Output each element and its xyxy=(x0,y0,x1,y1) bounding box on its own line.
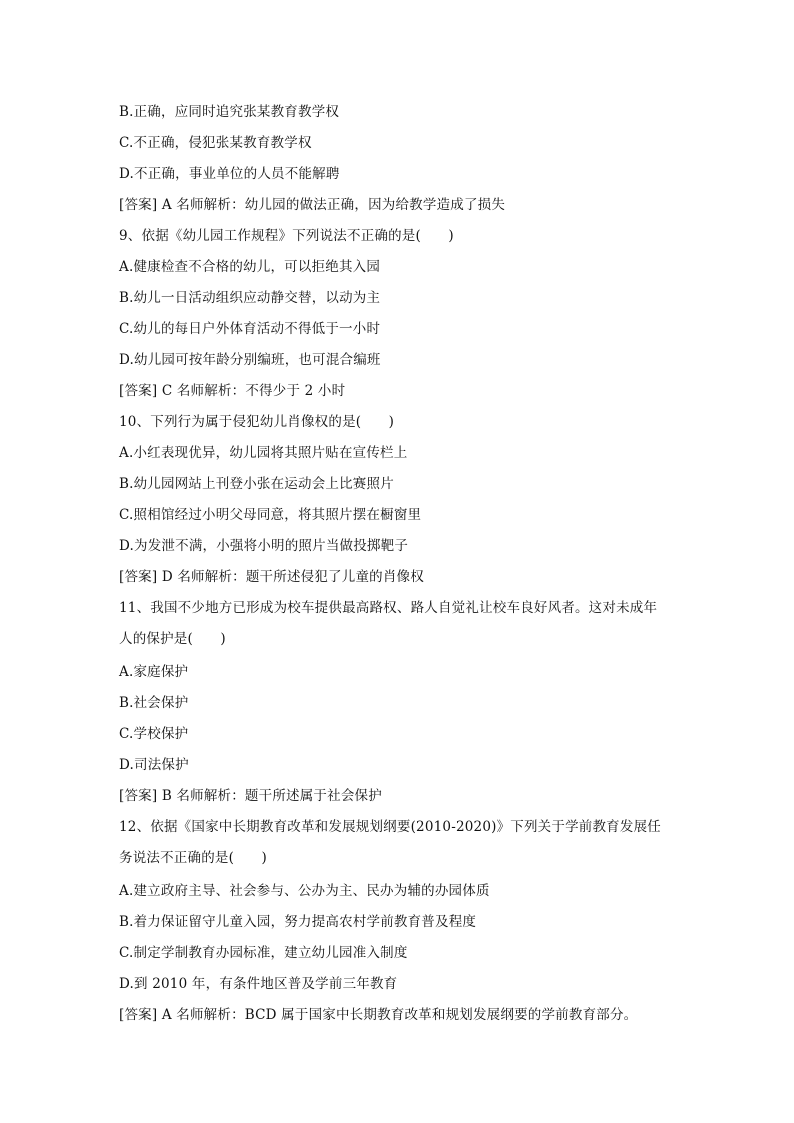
question-12-continued: 务说法不正确的是( ) xyxy=(119,850,267,866)
option-a: A.建立政府主导、社会参与、公办为主、民办为辅的办园体质 xyxy=(119,883,490,899)
option-b: B.社会保护 xyxy=(119,695,189,711)
answer-line: [答案] C 名师解析：不得少于 2 小时 xyxy=(119,383,346,399)
option-a: A.小红表现优异，幼儿园将其照片贴在宣传栏上 xyxy=(119,445,408,461)
option-c: C.不正确，侵犯张某教育教学权 xyxy=(119,135,312,151)
option-d: D.不正确，事业单位的人员不能解聘 xyxy=(119,166,340,182)
option-d: D.为发泄不满，小强将小明的照片当做投掷靶子 xyxy=(119,538,409,554)
option-c: C.照相馆经过小明父母同意，将其照片摆在橱窗里 xyxy=(119,507,422,523)
question-10: 10、下列行为属于侵犯幼儿肖像权的是( ) xyxy=(119,414,395,430)
option-c: C.幼儿的每日户外体育活动不得低于一小时 xyxy=(119,321,381,337)
option-c: C.学校保护 xyxy=(119,726,189,742)
question-11-continued: 人的保护是( ) xyxy=(119,631,226,647)
option-a: A.家庭保护 xyxy=(119,664,189,680)
option-b: B.幼儿园网站上刊登小张在运动会上比赛照片 xyxy=(119,476,394,492)
answer-line: [答案] A 名师解析：BCD 属于国家中长期教育改革和规划发展纲要的学前教育部分。 xyxy=(119,1007,638,1023)
answer-line: [答案] A 名师解析：幼儿园的做法正确，因为给教学造成了损失 xyxy=(119,197,506,213)
answer-line: [答案] B 名师解析：题干所述属于社会保护 xyxy=(119,788,382,804)
question-12: 12、依据《国家中长期教育改革和发展规划纲要(2010-2020)》下列关于学前教育发展任 xyxy=(119,819,661,835)
option-d: D.司法保护 xyxy=(119,757,189,773)
option-d: D.幼儿园可按年龄分别编班，也可混合编班 xyxy=(119,352,381,368)
option-d: D.到 2010 年，有条件地区普及学前三年教育 xyxy=(119,976,398,992)
option-c: C.制定学制教育办园标准，建立幼儿园准入制度 xyxy=(119,945,408,961)
question-11: 11、我国不少地方已形成为校车提供最高路权、路人自觉礼让校车良好风者。这对未成年 xyxy=(119,600,658,616)
option-b: B.着力保证留守儿童入园，努力提高农村学前教育普及程度 xyxy=(119,914,477,930)
option-b: B.正确，应同时追究张某教育教学权 xyxy=(119,104,340,120)
answer-line: [答案] D 名师解析：题干所述侵犯了儿童的肖像权 xyxy=(119,569,424,585)
option-a: A.健康检查不合格的幼儿，可以拒绝其入园 xyxy=(119,259,381,275)
question-9: 9、依据《幼儿园工作规程》下列说法不正确的是( ) xyxy=(119,228,454,244)
option-b: B.幼儿一日活动组织应动静交替，以动为主 xyxy=(119,290,381,306)
